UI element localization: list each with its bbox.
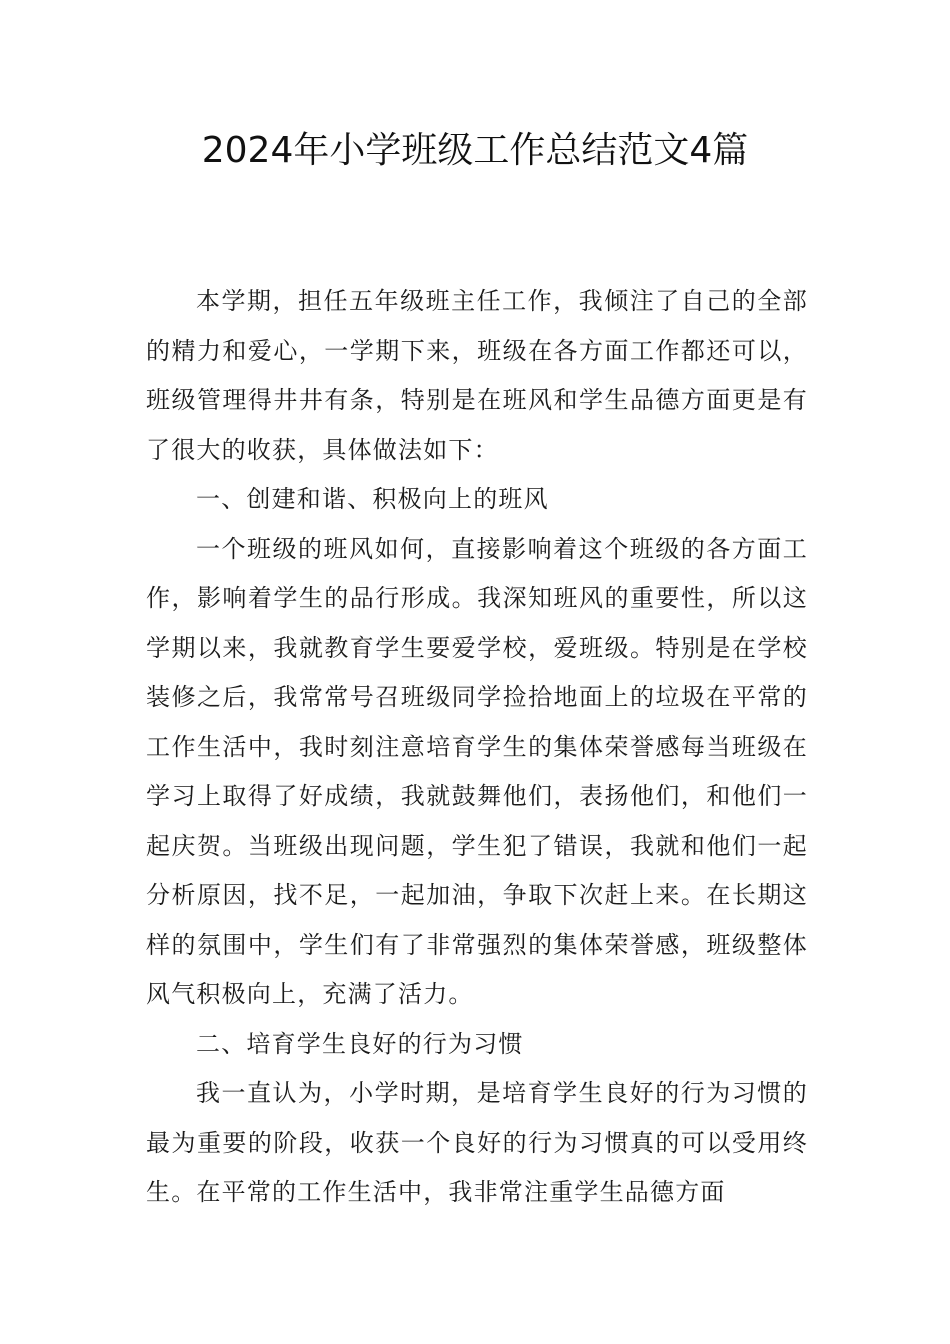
document-body [146,277,808,1218]
section-heading-2: 二、培育学生良好的行为习惯 [196,1029,524,1058]
section-heading-1: 一、创建和谐、积极向上的班风 [196,485,549,513]
paragraph-behavior-habits: 我一直认为，小学时期，是培育学生良好的行为习惯的最为重要的阶段，收获一个良好的行为习惯真的可以受用终生。在平常的工作生活中，我非常注重学生品德方面 [146,1079,808,1206]
paragraph-intro: 本学期，担任五年级班主任工作，我倾注了自己的全部的精力和爱心，一学期下来，班级在各方面工作都还可以，班级管理得井井有条，特别是在班风和学生品德方面更是有了很大的收获，具体做法如下： [146,287,808,464]
document-title: 2024年小学班级工作总结范文4篇 [201,130,749,171]
paragraph-class-atmosphere: 一个班级的班风如何，直接影响着这个班级的各方面工作，影响着学生的品行形成。我深知班风的重要性，所以这学期以来，我就教育学生要爱学校，爱班级。特别是在学校装修之后，我常常号召班级同学捡拾地面上的垃圾在平常的工作生活中，我时刻注意培育学生的集体荣誉感每当班级在学习上取得了好成绩，我就鼓舞他们，表扬他们，和他们一起庆贺。当班级出现问题，学生犯了错误，我就和他们一起分析原因，找不足，一起加油，争取下次赶上来。在长期这样的氛围中，学生们有了非常强烈的集体荣誉感，班级整体风气积极向上，充满了活力。 [146,534,808,1008]
